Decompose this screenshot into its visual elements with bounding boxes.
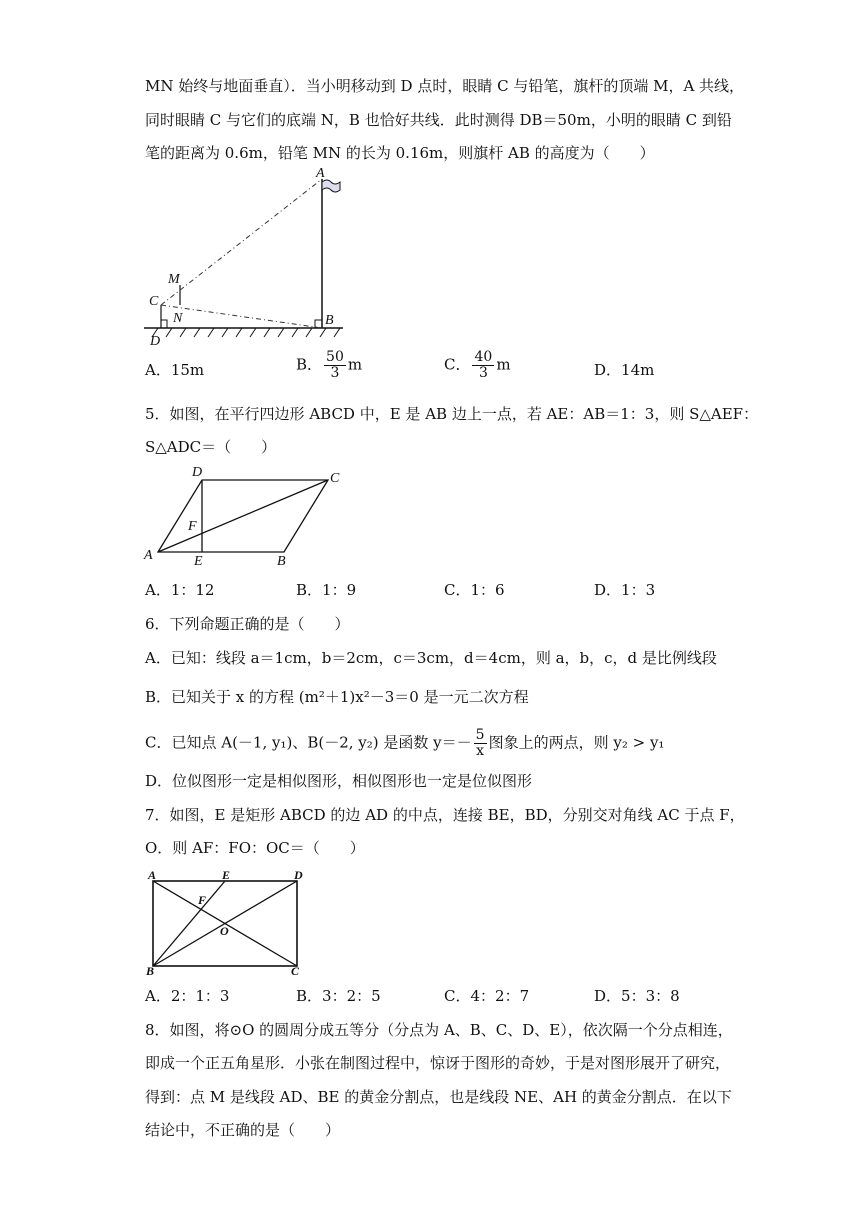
q5-option-c: C．1：6	[444, 581, 505, 599]
q6-option-c-fraction	[474, 728, 487, 759]
q5-option-b: B．1：9	[296, 581, 357, 599]
q5-text-line1: 5．如图，在平行四边形 ABCD 中，E 是 AB 边上一点，若 AE：AB＝1：3，则 S△AEF：	[145, 405, 759, 423]
q6-option-d: D．位似图形一定是相似图形，相似图形也一定是位似图形	[145, 772, 533, 790]
q4-option-c-den: 3	[478, 365, 488, 381]
parallelogram-figure	[140, 462, 350, 572]
fig1-label-c: C	[149, 294, 159, 309]
q6-option-b: B．已知关于 x 的方程 (m²＋1)x²－3＝0 是一元二次方程	[145, 688, 529, 706]
fig3-label-f: F	[198, 893, 207, 907]
q4-option-c	[444, 350, 511, 381]
q7-option-a: A．2：1：3	[145, 987, 230, 1005]
q7-option-c: C．4：2：7	[444, 987, 530, 1005]
q8-text-line4: 结论中，不正确的是（ ）	[145, 1121, 341, 1139]
q4-option-b-fraction	[324, 350, 346, 381]
q4-text-line3: 笔的距离为 0.6m，铅笔 MN 的长为 0.16m，则旗杆 AB 的高度为（ ）	[145, 144, 655, 162]
q6-option-a: A．已知：线段 a＝1cm，b＝2cm，c＝3cm，d＝4cm，则 a，b，c，d 是比例线段	[145, 649, 717, 667]
q4-option-c-prefix: C．	[444, 355, 471, 374]
q5-text-line2: S△ADC＝（ ）	[145, 438, 277, 456]
q7-option-b: B．3：2：5	[296, 987, 381, 1005]
q4-option-b-prefix: B．	[296, 355, 323, 374]
q4-option-c-num: 40	[474, 349, 493, 365]
fig3-label-a: A	[148, 868, 157, 882]
q5-option-d: D．1：3	[594, 581, 656, 599]
q4-option-c-fraction	[472, 350, 494, 381]
q8-text-line2: 即成一个正五角星形．小张在制图过程中，惊讶于图形的奇妙，于是对图形展开了研究，	[145, 1054, 731, 1072]
fig1-label-n: N	[173, 311, 183, 326]
fig3-label-c: C	[291, 964, 300, 976]
fig2-label-d: D	[192, 465, 203, 480]
q4-option-a: A．15m	[145, 361, 205, 379]
q4-text-line1: MN 始终与地面垂直）．当小明移动到 D 点时，眼睛 C 与铅笔，旗杆的顶端 M，A 共线，	[145, 77, 745, 95]
q4-text-line2: 同时眼睛 C 与它们的底端 N，B 也恰好共线．此时测得 DB＝50m，小明的眼睛 C 到铅	[145, 111, 732, 129]
fig1-label-a: A	[316, 166, 325, 181]
flagpole-figure	[138, 165, 348, 350]
q7-text-line1: 7．如图，E 是矩形 ABCD 的边 AD 的中点，连接 BE，BD，分别交对角线 AC 于点 F，	[145, 806, 745, 824]
q7-option-d: D．5：3：8	[594, 987, 680, 1005]
q4-option-b-num: 50	[326, 349, 344, 365]
q4-option-b-den: 3	[330, 365, 340, 381]
q6-option-c-suffix: 图象上的两点，则 y₂ > y₁	[488, 733, 665, 752]
fig2-label-f: F	[188, 519, 197, 534]
fig3-label-o: O	[220, 924, 229, 938]
q4-option-c-unit: m	[496, 355, 511, 374]
q8-text-line3: 得到：点 M 是线段 AD、BE 的黄金分割点，也是线段 NE、AH 的黄金分割点．在以下	[145, 1088, 732, 1106]
fig1-label-m: M	[168, 272, 180, 287]
q6-option-c-prefix: C．已知点 A(－1, y₁)、B(－2, y₂) 是函数 y＝－	[145, 733, 472, 752]
fig2-label-e: E	[194, 554, 203, 569]
q8-text-line1: 8．如图，将⊙O 的圆周分成五等分（分点为 A、B、C、D、E），依次隔一个分点相连，	[145, 1021, 733, 1039]
fig2-label-c: C	[330, 471, 340, 486]
q4-option-d: D．14m	[594, 361, 655, 379]
q6-option-c	[145, 728, 664, 759]
q6-stem: 6．下列命题正确的是（ ）	[145, 615, 350, 633]
fig3-label-d: D	[294, 868, 303, 882]
fig1-label-d: D	[150, 334, 161, 349]
q4-option-b	[296, 350, 362, 381]
fig2-label-a: A	[144, 548, 153, 563]
fig2-label-b: B	[277, 554, 286, 569]
fig1-label-b: B	[325, 313, 334, 328]
q5-option-a: A．1：12	[145, 581, 215, 599]
rectangle-figure	[140, 866, 315, 976]
fig3-label-e: E	[222, 868, 231, 882]
q6-option-c-den: x	[476, 743, 485, 759]
fig3-label-b: B	[146, 964, 155, 976]
q7-text-line2: O．则 AF：FO：OC＝（ ）	[145, 839, 365, 857]
q4-option-b-unit: m	[347, 355, 363, 374]
q6-option-c-num: 5	[475, 727, 485, 743]
